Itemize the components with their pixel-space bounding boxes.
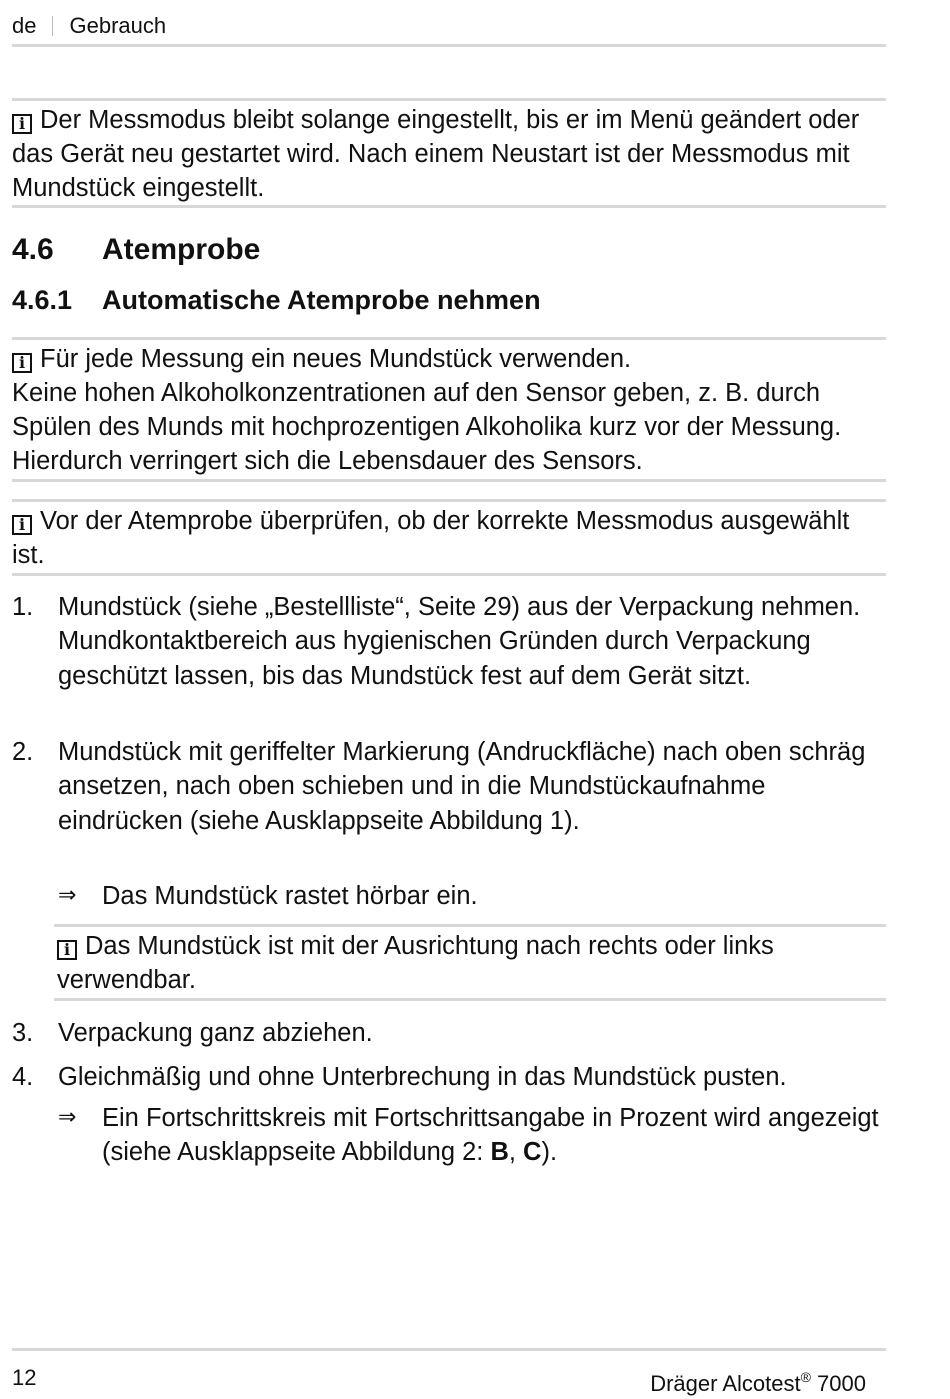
page-number: 12 [12,1365,37,1390]
subsection-number: 4.6.1 [12,285,73,315]
step-text: Gleichmäßig und ohne Unterbrechung in das Mundstück pusten. [58,1063,787,1091]
info-icon: i [12,114,32,134]
result-arrow-icon: ⇒ [58,1105,77,1130]
result-bold-b: B [490,1138,509,1167]
result-text-end: ). [541,1138,558,1167]
info-note-mouthpiece-line1: Für jede Messung ein neues Mundstück verwenden. [40,345,632,373]
info-icon: i [57,940,77,960]
step-text: Mundstück mit geriffelter Markierung (Andruckfläche) nach oben schräg ansetzen, nach oben schieben und in die Mundstückaufnahme eindrücken (siehe Ausklappseite Abbildung 1). [58,738,866,835]
info-note-mode [12,98,886,208]
section-title: Atemprobe [102,233,261,266]
header-rule [12,44,886,47]
step-text: Verpackung ganz abziehen. [58,1019,373,1047]
footer-rule [12,1348,886,1351]
result-text-part: Ein Fortschrittskreis mit Fortschrittsangabe in Prozent wird angezeigt (siehe Ausklappseite Abbildung 2: [102,1104,879,1167]
info-icon: i [12,515,32,535]
info-note-mode-text: Der Messmodus bleibt solange eingestellt, bis er im Menü geändert oder das Gerät neu gestartet wird. Nach einem Neustart ist der Messmodus mit Mundstück eingestellt. [12,106,860,202]
step-number: 1. [12,593,34,621]
info-note-check-text: Vor der Atemprobe überprüfen, ob der korrekte Messmodus ausgewählt ist. [12,507,850,569]
section-heading [12,232,260,268]
footer-brand: Dräger Alcotest [650,1371,801,1396]
result-step-2 [58,879,888,913]
info-icon: i [12,353,32,373]
info-note-orientation [54,924,886,1001]
step-number: 2. [12,738,34,766]
result-comma: , [508,1138,524,1167]
result-text: Das Mundstück rastet hörbar ein. [102,882,478,910]
step-number: 4. [12,1063,34,1091]
list-item-step-1 [12,590,886,693]
running-header [12,12,886,40]
step-number: 3. [12,1019,34,1047]
registered-mark: ® [800,1369,811,1385]
info-note-check [12,499,886,576]
result-bold-c: C [523,1138,542,1167]
info-note-mouthpiece [12,337,886,482]
footer-model: 7000 [810,1371,866,1396]
list-item-step-3 [12,1016,886,1050]
list-item-step-4 [12,1060,886,1094]
step-text: Mundstück (siehe „Bestellliste“, Seite 29) aus der Verpackung nehmen. Mundkontaktbereich aus hygienischen Gründen durch Verpackung geschützt lassen, bis das Mundstück fest auf dem Gerät sitzt. [58,593,861,690]
result-text [102,1101,888,1170]
header-separator [52,16,53,36]
result-arrow-icon: ⇒ [58,883,77,908]
subsection-heading [12,283,541,317]
footer-product [650,1362,866,1399]
info-note-mouthpiece-line2: Keine hohen Alkoholkonzentrationen auf den Sensor geben, z. B. durch Spülen des Munds mit hochprozentigen Alkoholika kurz vor der Messung. Hierdurch verringert sich die Lebensdauer des Sensors. [12,379,842,475]
info-note-orientation-text: Das Mundstück ist mit der Ausrichtung nach rechts oder links verwendbar. [57,932,774,994]
header-language: de [12,13,37,38]
list-item-step-2 [12,735,886,838]
subsection-title: Automatische Atemprobe nehmen [102,285,541,315]
result-step-4 [58,1101,888,1170]
section-number: 4.6 [12,233,54,266]
header-section: Gebrauch [69,13,167,38]
